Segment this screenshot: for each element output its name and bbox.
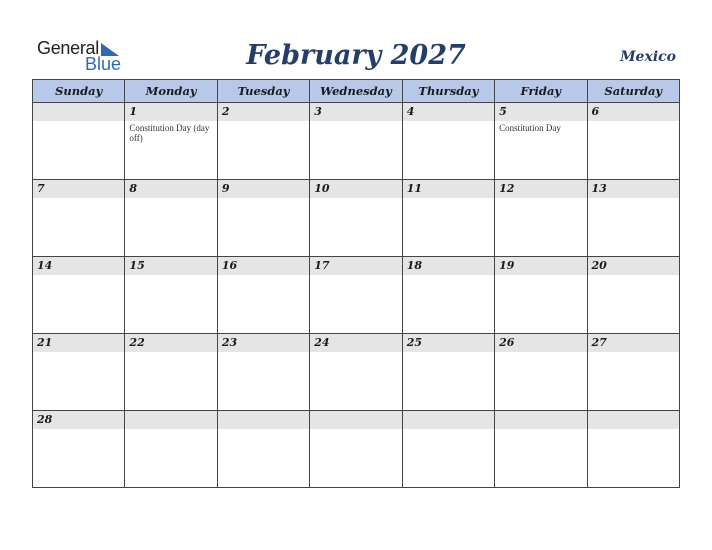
day-number: 19 [499, 259, 515, 272]
holiday-note [588, 121, 679, 123]
day-cell [125, 334, 217, 411]
holiday-note [218, 352, 309, 354]
weekday-header: Sunday [33, 80, 125, 103]
holiday-note [495, 275, 586, 277]
day-number-bar [218, 411, 309, 429]
week-row [33, 103, 680, 180]
day-cell [310, 103, 402, 180]
day-cell [587, 257, 679, 334]
day-number: 28 [37, 413, 53, 426]
day-cell [495, 180, 587, 257]
day-cell [402, 334, 494, 411]
weekday-header: Monday [125, 80, 217, 103]
day-number: 8 [129, 182, 138, 195]
day-cell [33, 180, 125, 257]
day-number-bar [588, 334, 679, 352]
day-number: 21 [37, 336, 53, 349]
day-cell [217, 334, 309, 411]
logo-text-blue: Blue [85, 54, 122, 74]
holiday-note [310, 352, 401, 354]
holiday-note [33, 121, 124, 123]
day-number: 1 [129, 105, 138, 118]
holiday-note [310, 429, 401, 431]
day-cell [217, 411, 309, 488]
holiday-note [403, 275, 494, 277]
calendar-grid [32, 79, 680, 488]
day-cell [495, 103, 587, 180]
holiday-note [125, 275, 216, 277]
week-row [33, 334, 680, 411]
day-cell [125, 103, 217, 180]
day-number-bar [33, 103, 124, 121]
weekday-header: Wednesday [310, 80, 402, 103]
holiday-note [218, 429, 309, 431]
day-number-bar [403, 180, 494, 198]
day-number-bar [310, 257, 401, 275]
holiday-note [33, 429, 124, 431]
holiday-note [403, 429, 494, 431]
day-number-bar [33, 180, 124, 198]
day-cell [217, 180, 309, 257]
day-number-bar [310, 103, 401, 121]
day-number: 4 [406, 105, 415, 118]
weekday-header: Thursday [402, 80, 494, 103]
holiday-note [588, 429, 679, 431]
day-number-bar [33, 411, 124, 429]
holiday-note: Constitution Day [499, 123, 561, 133]
day-cell [310, 411, 402, 488]
day-cell [402, 411, 494, 488]
day-cell [125, 180, 217, 257]
day-cell [495, 411, 587, 488]
holiday-note [403, 121, 494, 123]
day-number: 22 [129, 336, 145, 349]
day-number: 5 [499, 105, 507, 118]
holiday-note [403, 198, 494, 200]
day-number-bar [218, 103, 309, 121]
day-number-bar [495, 411, 586, 429]
holiday-note [310, 275, 401, 277]
day-number-bar [403, 411, 494, 429]
day-number: 3 [314, 105, 322, 118]
logo-text-general: General [37, 38, 99, 58]
day-number: 17 [314, 259, 330, 272]
day-number: 11 [406, 182, 422, 195]
day-number: 26 [499, 336, 515, 349]
holiday-note: Constitution Day (day off) [129, 123, 210, 143]
day-number: 9 [221, 182, 230, 195]
day-cell [33, 103, 125, 180]
country-label: Mexico [620, 49, 676, 65]
weekday-header-row [33, 80, 680, 103]
day-number: 16 [221, 259, 238, 272]
day-cell [402, 257, 494, 334]
day-number-bar [125, 334, 216, 352]
day-cell [587, 103, 679, 180]
day-cell [402, 103, 494, 180]
calendar-title: February 2027 [246, 40, 466, 71]
holiday-note [495, 198, 586, 200]
day-cell [125, 257, 217, 334]
day-number: 20 [591, 259, 607, 272]
day-cell [587, 411, 679, 488]
weekday-header: Tuesday [217, 80, 309, 103]
day-cell [495, 257, 587, 334]
day-number: 2 [221, 105, 230, 118]
holiday-note [125, 198, 216, 200]
day-number: 24 [314, 336, 330, 349]
day-cell [495, 334, 587, 411]
week-row [33, 257, 680, 334]
day-number: 25 [406, 336, 422, 349]
holiday-note [218, 275, 309, 277]
day-number-bar [403, 334, 494, 352]
day-number-bar [495, 103, 586, 121]
day-number-bar [125, 411, 216, 429]
day-number: 14 [37, 259, 53, 272]
holiday-note [33, 275, 124, 277]
day-cell [33, 334, 125, 411]
holiday-note [218, 121, 309, 123]
weekday-header: Saturday [587, 80, 679, 103]
day-number-bar [218, 257, 309, 275]
day-number-bar [310, 334, 401, 352]
day-number-bar [495, 334, 586, 352]
day-number-bar [125, 103, 216, 121]
day-number: 18 [406, 259, 422, 272]
day-number: 27 [591, 336, 607, 349]
day-cell [217, 257, 309, 334]
week-row [33, 180, 680, 257]
holiday-note [218, 198, 309, 200]
holiday-note [310, 198, 401, 200]
day-number: 12 [499, 182, 515, 195]
day-cell [125, 411, 217, 488]
day-number: 13 [591, 182, 607, 195]
day-number-bar [310, 411, 401, 429]
day-cell [587, 334, 679, 411]
day-cell [310, 334, 402, 411]
day-number-bar [125, 257, 216, 275]
day-number-bar [218, 334, 309, 352]
holiday-note [33, 352, 124, 354]
day-number-bar [218, 180, 309, 198]
day-number-bar [588, 103, 679, 121]
day-number: 7 [37, 182, 45, 195]
holiday-note [33, 198, 124, 200]
day-cell [587, 180, 679, 257]
day-number: 23 [221, 336, 238, 349]
day-number-bar [403, 257, 494, 275]
day-number-bar [588, 180, 679, 198]
holiday-note [495, 429, 586, 431]
holiday-note [125, 352, 216, 354]
day-number-bar [403, 103, 494, 121]
day-number: 15 [129, 259, 145, 272]
day-cell [310, 257, 402, 334]
week-row [33, 411, 680, 488]
day-number: 6 [591, 105, 600, 118]
day-cell [310, 180, 402, 257]
day-number-bar [588, 411, 679, 429]
day-cell [217, 103, 309, 180]
holiday-note [495, 352, 586, 354]
holiday-note [588, 275, 679, 277]
day-number-bar [33, 257, 124, 275]
weekday-header: Friday [495, 80, 587, 103]
day-number-bar [310, 180, 401, 198]
day-number-bar [495, 180, 586, 198]
holiday-note [588, 198, 679, 200]
holiday-note [403, 352, 494, 354]
holiday-note [310, 121, 401, 123]
day-cell [402, 180, 494, 257]
day-number-bar [495, 257, 586, 275]
day-number-bar [33, 334, 124, 352]
day-number-bar [125, 180, 216, 198]
day-cell [33, 411, 125, 488]
holiday-note [588, 352, 679, 354]
holiday-note [125, 429, 216, 431]
day-number: 10 [314, 182, 330, 195]
day-cell [33, 257, 125, 334]
day-number-bar [588, 257, 679, 275]
